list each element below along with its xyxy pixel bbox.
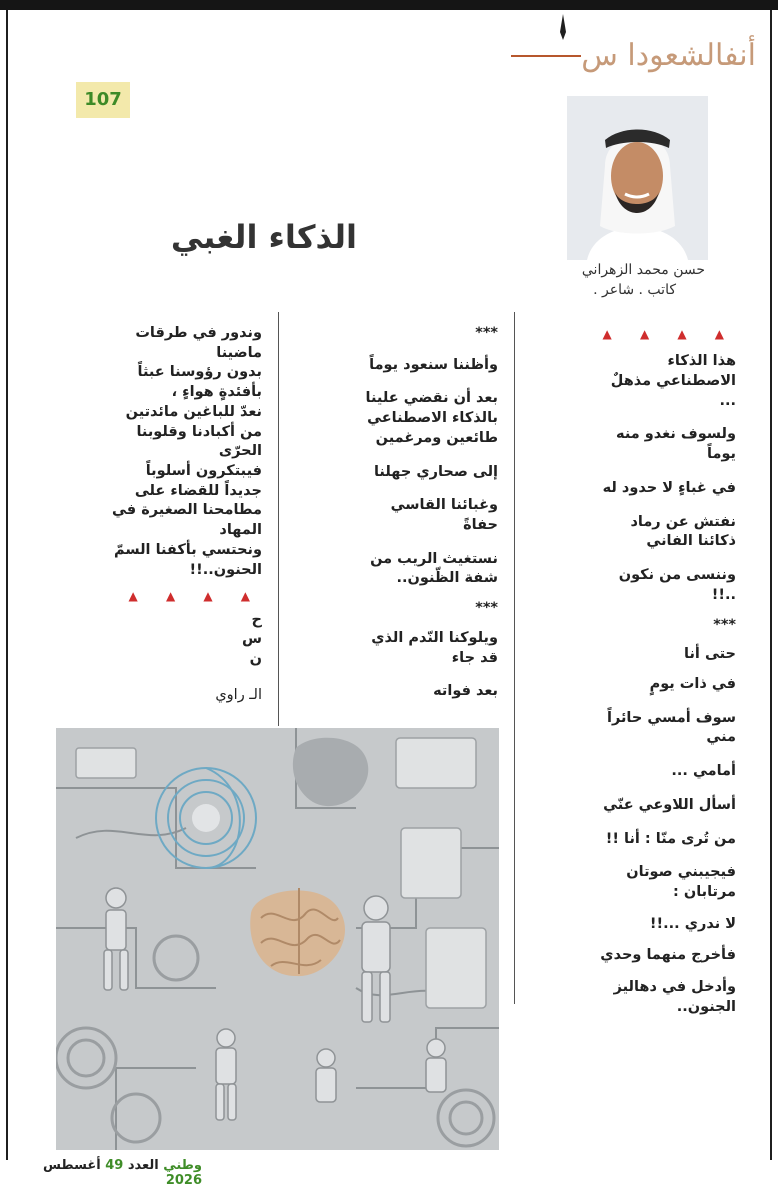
poem-line: بدون رؤوسنا عبثاً بأفئدةٍ هواءٍ ،	[137, 364, 262, 401]
author-photo	[567, 96, 708, 260]
footer-issue-label: العدد	[127, 1158, 159, 1173]
poem-column-right	[598, 326, 736, 1018]
signature-footer: الـ راوي	[215, 686, 262, 703]
footer-month: أغسطس	[43, 1158, 101, 1173]
poem-line: فيجيبني صوتان مرتابان :	[626, 864, 736, 900]
signature-letter: ح	[251, 611, 262, 628]
poem-line: نفتش عن رماد ذكائنا الفاني	[630, 513, 736, 550]
poem-line: أمامي ...	[671, 763, 736, 780]
poem-line: وغبائنا القاسي حفاةً	[390, 497, 498, 534]
signature-letter: ن	[249, 651, 262, 668]
poem-column-middle	[352, 324, 498, 702]
poem-line: فيبتكرون أسلوباً جديداً للقضاء على مطامحنا الصغيرة في المهاد	[112, 463, 262, 539]
section-break: ***	[475, 325, 498, 341]
signature-letter: س	[241, 631, 262, 648]
poem-line: وندور في طرقات ماضينا	[135, 325, 262, 361]
poem-line: في غباءٍ لا حدود له	[602, 479, 736, 496]
footer-magazine: وطني	[163, 1158, 202, 1173]
footer-issue-number: 49	[105, 1158, 124, 1173]
divider-triangles: ▲ ▲ ▲ ▲	[602, 327, 736, 341]
brand-text: أنفالشعودا س	[581, 38, 756, 73]
divider-triangles: ▲ ▲ ▲ ▲	[128, 589, 262, 604]
poem-line: من تُرى منّا : أنا !!	[605, 830, 736, 847]
page-number: 107	[76, 82, 130, 118]
poem-line: حتى أنا	[684, 646, 736, 663]
poem-line: ويلوكنا النّدم الذي قد جاء	[371, 629, 498, 666]
poem-line: فأخرج منهما وحدي	[600, 947, 736, 964]
poem-line: هذا الذكاء الاصطناعي مذهلٌ ...	[610, 353, 736, 409]
page-footer	[42, 1158, 202, 1188]
author-role: كاتب . شاعر .	[593, 282, 676, 298]
section-break: ***	[713, 616, 736, 633]
poem-line: بعد فواته	[433, 683, 498, 700]
poem-line: ونحتسي بأكفنا السمّ الحنون..!!	[113, 541, 262, 578]
poem-line: في ذات يومٍ	[649, 675, 736, 692]
poem-line: نستغيث الريب من شفة الظّنون..	[370, 550, 498, 587]
section-brand	[505, 38, 756, 73]
poem-line: وننسى من نكون ..!!	[618, 567, 736, 603]
footer-year: 2026	[165, 1173, 202, 1188]
poem-line: وأدخل في دهاليز الجنون..	[613, 979, 736, 1015]
section-break: ***	[475, 600, 498, 617]
poem-column-left	[110, 324, 262, 706]
brand-rule	[511, 55, 581, 57]
poem-line: ولسوف نغدو منه يوماً	[616, 426, 736, 463]
poem-line: وأظننا سنعود يوماً	[369, 356, 498, 373]
column-divider	[278, 312, 279, 726]
poem-line: بعد أن نقضي علينا بالذكاء الاصطناعي طائعين ومرغمين	[365, 390, 498, 446]
top-border	[0, 0, 778, 10]
ai-brain-illustration	[56, 728, 499, 1150]
poem-line: أسأل اللاوعي عنّي	[603, 796, 736, 813]
column-divider	[514, 312, 515, 1004]
author-name: حسن محمد الزهراني	[581, 262, 705, 278]
article-title: الذكاء الغبي	[170, 218, 357, 256]
pen-icon	[558, 14, 568, 40]
poem-line: نعدّ للباغين مائدتين من أكبادنا وقلوبنا الحرّى	[125, 403, 262, 460]
poem-line: إلى صحاري جهلنا	[373, 463, 498, 480]
poem-line: سوف أمسي حائراً مني	[607, 709, 736, 746]
poem-line: لا ندري ...!!	[649, 915, 736, 932]
